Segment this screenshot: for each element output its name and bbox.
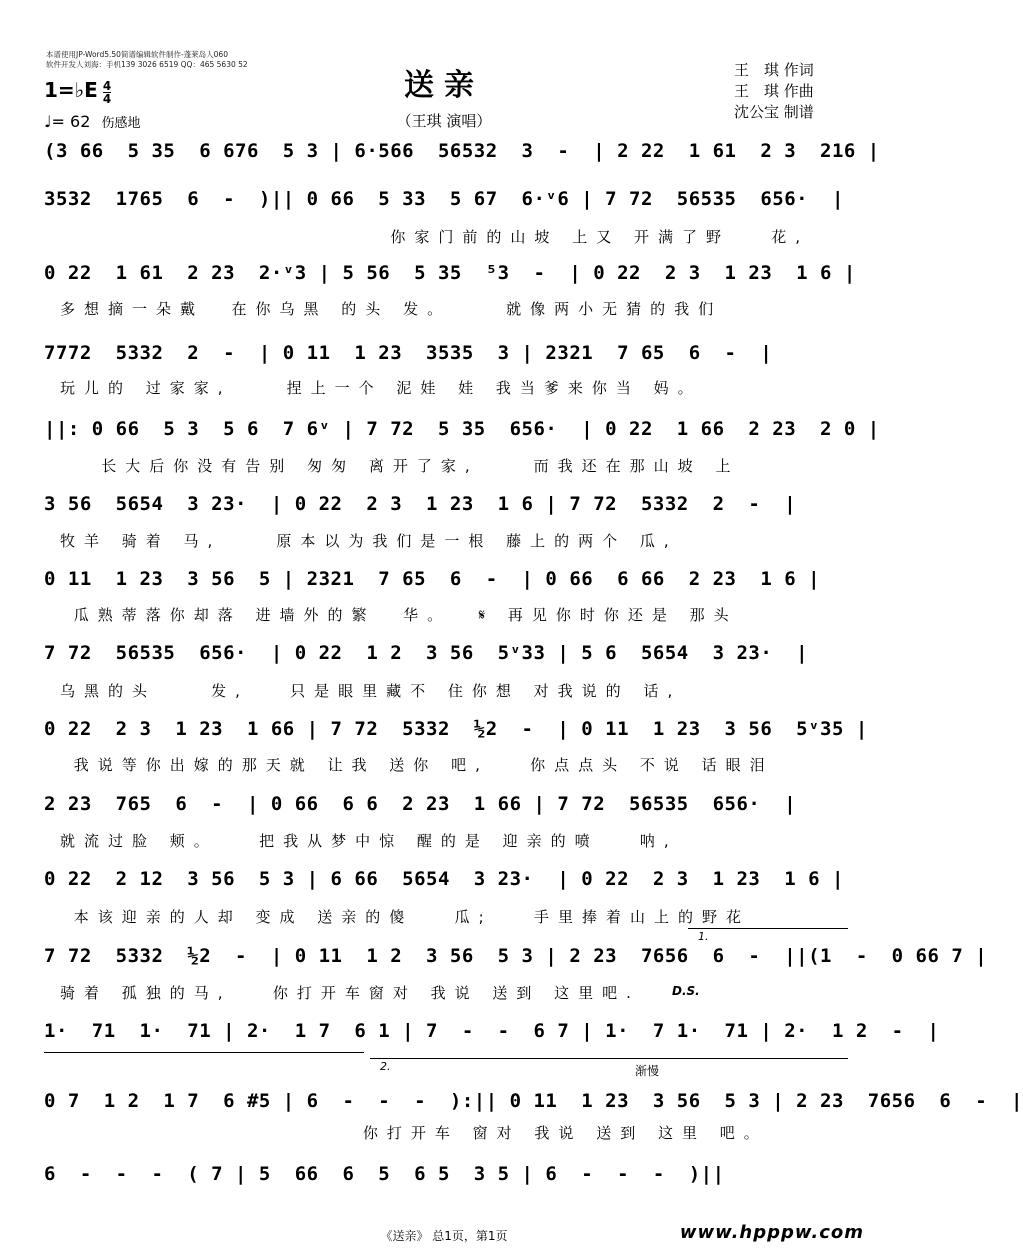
singer-credit: （王琪 演唱） bbox=[396, 112, 492, 130]
notation-line: 0 22 1 61 2 23 2·ᵛ3 | 5 56 5 35 ⁵3 - | 0 22 2 3 1 23 1 6 | bbox=[44, 262, 856, 284]
notation-line: 3532 1765 6 - )|| 0 66 5 33 5 67 6·ᵛ6 | 7 72 56535 656· | bbox=[44, 188, 844, 210]
lyric-line: 长大后你没有告别 匆匆 离开了家, 而我还在那山坡 上 bbox=[60, 457, 740, 475]
notation-line: 1· 71 1· 71 | 2· 1 7 6 1 | 7 - - 6 7 | 1· 7 1· 71 | 2· 1 2 - | bbox=[44, 1020, 940, 1042]
volta-1-label: 1. bbox=[698, 930, 709, 943]
page-footer: 《送亲》 总1页，第1页 bbox=[380, 1229, 508, 1243]
lyric-line: 骑着 孤独的马, 你打开车窗对 我说 送到 这里吧. bbox=[60, 984, 654, 1002]
meter-bottom: 4 bbox=[102, 92, 112, 106]
volta-1-bracket bbox=[688, 928, 848, 929]
composer-credit: 王 琪 作曲 bbox=[734, 82, 814, 100]
lyric-line: 牧羊 骑着 马, 原本以为我们是一根 藤上的两个 瓜, bbox=[60, 532, 678, 550]
lyric-line: 就流过脸 颊。 把我从梦中惊 醒的是 迎亲的喷 呐, bbox=[60, 832, 678, 850]
ritardando-mark: 渐慢 bbox=[635, 1064, 660, 1078]
song-title: 送亲 bbox=[404, 68, 484, 103]
lyricist-credit: 王 琪 作词 bbox=[734, 61, 814, 79]
mood-label: 伤感地 bbox=[101, 116, 141, 131]
volta-2-bracket bbox=[370, 1058, 848, 1059]
notation-line: 0 22 2 12 3 56 5 3 | 6 66 5654 3 23· | 0 22 2 3 1 23 1 6 | bbox=[44, 868, 844, 890]
lyric-line: 你打开车 窗对 我说 送到 这里 吧。 bbox=[60, 1124, 768, 1142]
notation-line: 7 72 5332 ½2 - | 0 11 1 2 3 56 5 3 | 2 23 7656 6 - ||(1 - 0 66 7 | bbox=[44, 945, 988, 967]
notation-line: 0 22 2 3 1 23 1 66 | 7 72 5332 ½2 - | 0 11 1 23 3 56 5ᵛ35 | bbox=[44, 718, 868, 740]
site-watermark: www.hpppw.com bbox=[679, 1222, 864, 1243]
notation-line: 7 72 56535 656· | 0 22 1 2 3 56 5ᵛ33 | 5 6 5654 3 23· | bbox=[44, 642, 809, 664]
meter-top: 4 bbox=[102, 79, 112, 93]
software-developer-note: 软件开发人刘海：手机139 3026 6519 QQ：465 5630 52 bbox=[46, 60, 248, 69]
lyric-line: 本该迎亲的人却 变成 送亲的傻 瓜; 手里捧着山上的野花 bbox=[60, 908, 750, 926]
notation-line: 0 11 1 23 3 56 5 | 2321 7 65 6 - | 0 66 6 66 2 23 1 6 | bbox=[44, 568, 821, 590]
lyric-line: 乌黑的头 发, 只是眼里藏不 住你想 对我说的 话, bbox=[60, 682, 682, 700]
notation-line: 0 7 1 2 1 7 6 #5 | 6 - - - ):|| 0 11 1 23 3 56 5 3 | 2 23 7656 6 - | bbox=[44, 1090, 1023, 1112]
lyric-line: 瓜熟蒂落你却落 进墙外的繁 华。 𝄋 再见你时你还是 那头 bbox=[60, 606, 738, 624]
notation-line: ||: 0 66 5 3 5 6 7 6ᵛ | 7 72 5 35 656· | 0 22 1 66 2 23 2 0 | bbox=[44, 418, 880, 440]
volta-1-bracket-continued bbox=[44, 1052, 364, 1053]
volta-2-label: 2. bbox=[380, 1060, 391, 1073]
arranger-credit: 沈公宝 制谱 bbox=[734, 103, 814, 121]
lyric-line: 多想摘一朵戴 在你乌黑 的头 发。 就像两小无猜的我们 bbox=[60, 300, 723, 318]
notation-line: 2 23 765 6 - | 0 66 6 6 2 23 1 66 | 7 72 56535 656· | bbox=[44, 793, 797, 815]
lyric-line: 我说等你出嫁的那天就 让我 送你 吧, 你点点头 不说 话眼泪 bbox=[60, 756, 774, 774]
dal-segno-mark: D.S. bbox=[672, 984, 700, 998]
lyric-line: 你家门前的山坡 上又 开满了野 花, bbox=[60, 228, 810, 246]
software-note: 本谱使用JP-Word5.50简谱编辑软件制作-蓬莱岛人060 bbox=[46, 50, 228, 59]
time-signature bbox=[103, 80, 111, 105]
key-label: 1=♭E bbox=[44, 78, 98, 102]
tempo-value: ♩= 62 bbox=[44, 112, 91, 131]
notation-line: 3 56 5654 3 23· | 0 22 2 3 1 23 1 6 | 7 72 5332 2 - | bbox=[44, 493, 797, 515]
key-signature bbox=[44, 78, 111, 105]
notation-line: 6 - - - ( 7 | 5 66 6 5 6 5 3 5 | 6 - - - )|| bbox=[44, 1163, 725, 1185]
notation-line: 7772 5332 2 - | 0 11 1 23 3535 3 | 2321 7 65 6 - | bbox=[44, 342, 773, 364]
notation-line: (3 66 5 35 6 676 5 3 | 6·566 56532 3 - | 2 22 1 61 2 3 216 | bbox=[44, 140, 880, 162]
lyric-line: 玩儿的 过家家, 捏上一个 泥娃 娃 我当爹来你当 妈。 bbox=[60, 379, 702, 397]
credits bbox=[734, 60, 814, 123]
